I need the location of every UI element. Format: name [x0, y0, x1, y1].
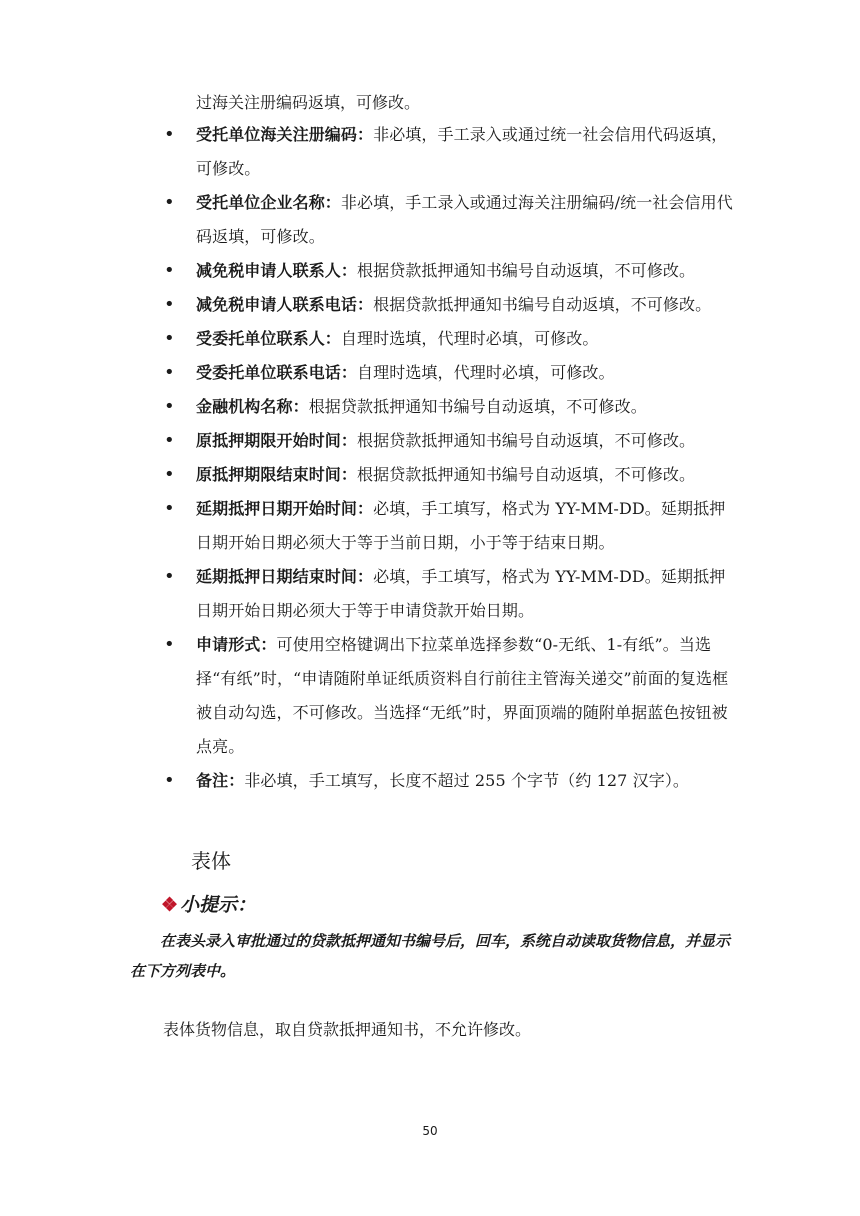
field-term: 金融机构名称： — [196, 397, 309, 416]
field-term: 申请形式： — [196, 635, 277, 654]
field-description: 根据贷款抵押通知书编号自动返填，不可修改。 — [357, 261, 696, 280]
field-term: 原抵押期限结束时间： — [196, 465, 358, 484]
field-description: 必填，手工填写，格式为 YY-MM-DD。延期抵押日期开始日期必须大于等于当前日期，小于等于结束日期。 — [196, 499, 726, 552]
bullet: • — [164, 328, 175, 349]
field-description: 根据贷款抵押通知书编号自动返填，不可修改。 — [308, 397, 647, 416]
bullet: • — [164, 566, 175, 587]
field-term: 受委托单位联系人： — [196, 329, 341, 348]
tip-body: 在表头录入审批通过的贷款抵押通知书编号后，回车，系统自动读取货物信息，并显示在下方列表中。 — [130, 932, 731, 980]
field-term: 延期抵押日期开始时间： — [196, 499, 374, 518]
tip-title-text: 小提示： — [180, 894, 257, 916]
field-description: 自理时选填，代理时必填，可修改。 — [357, 363, 615, 382]
field-term: 延期抵押日期结束时间： — [196, 567, 374, 586]
bullet: • — [164, 634, 175, 655]
body-paragraph: 表体货物信息，取自贷款抵押通知书，不允许修改。 — [163, 1020, 532, 1039]
field-description: 根据贷款抵押通知书编号自动返填，不可修改。 — [357, 431, 696, 450]
bullet: • — [164, 396, 175, 417]
tip-title — [161, 892, 256, 918]
bullet: • — [164, 464, 175, 485]
field-description: 非必填，手工录入或通过海关注册编码/统一社会信用代码返填，可修改。 — [196, 193, 733, 246]
field-term: 减免税申请人联系电话： — [196, 295, 374, 314]
bullet: • — [164, 192, 175, 213]
bullet: • — [164, 430, 175, 451]
field-term: 原抵押期限开始时间： — [196, 431, 358, 450]
continuation-line: 过海关注册编码返填，可修改。 — [196, 93, 421, 112]
bullet: • — [164, 124, 175, 145]
field-description: 根据贷款抵押通知书编号自动返填，不可修改。 — [357, 465, 696, 484]
field-description: 非必填，手工录入或通过统一社会信用代码返填，可修改。 — [196, 125, 728, 178]
field-term: 备注： — [196, 771, 245, 790]
field-description: 可使用空格键调出下拉菜单选择参数“0-无纸、1-有纸”。当选择“有纸”时，“申请随附单证纸质资料自行前往主管海关递交”前面的复选框被自动勾选，不可修改。当选择“无纸”时，界面顶端的随附单据蓝色按钮被点亮。 — [196, 635, 729, 756]
section-heading: 表体 — [191, 849, 231, 873]
field-description: 根据贷款抵押通知书编号自动返填，不可修改。 — [373, 295, 712, 314]
bullet: • — [164, 362, 175, 383]
bullet: • — [164, 770, 175, 791]
page-number: 50 — [422, 1124, 438, 1138]
field-term: 减免税申请人联系人： — [196, 261, 358, 280]
bullet: • — [164, 294, 175, 315]
field-description: 非必填，手工填写，长度不超过 255 个字节（约 127 汉字）。 — [244, 771, 690, 790]
bullet: • — [164, 260, 175, 281]
field-term: 受委托单位联系电话： — [196, 363, 358, 382]
field-term: 受托单位企业名称： — [196, 193, 341, 212]
diamond-ornament-icon: ❖ — [161, 894, 179, 916]
field-description: 必填，手工填写，格式为 YY-MM-DD。延期抵押日期开始日期必须大于等于申请贷款开始日期。 — [196, 567, 726, 620]
field-term: 受托单位海关注册编码： — [196, 125, 374, 144]
bullet: • — [164, 498, 175, 519]
field-description: 自理时选填，代理时必填，可修改。 — [340, 329, 599, 348]
